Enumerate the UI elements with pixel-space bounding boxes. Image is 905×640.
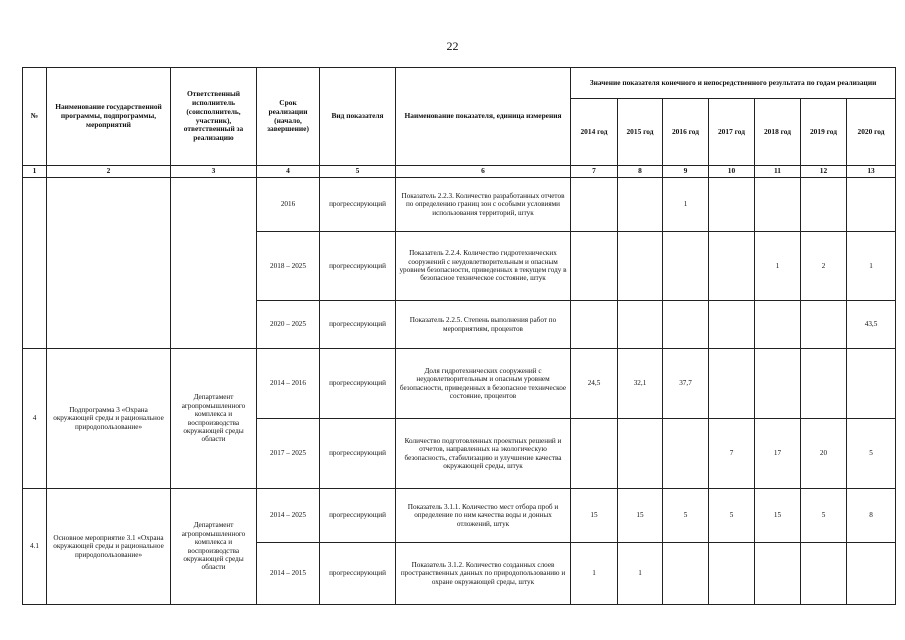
- header-indicator-name: Наименование показателя, единица измерения: [396, 68, 571, 166]
- header-year: 2017 год: [709, 99, 755, 166]
- indicator-name: Количество подготовленных проектных решений и отчетов, направленных на экологическую безопасность, стабилизацию и улучшение качества окружающей среды, штук: [396, 419, 571, 489]
- value-2020: [847, 349, 896, 419]
- term: 2014 – 2016: [257, 349, 320, 419]
- value-2018: [755, 349, 801, 419]
- program-name: [47, 178, 171, 349]
- indicator-name: Показатель 3.1.1. Количество мест отбора проб и определение по ним качества воды и донных отложений, штук: [396, 489, 571, 543]
- value-2020: 8: [847, 489, 896, 543]
- value-2019: [801, 178, 847, 232]
- row-number: 4.1: [23, 489, 47, 605]
- value-2017: [709, 349, 755, 419]
- header-executor: Ответственный исполнитель (соисполнитель, участник), ответственный за реализацию: [171, 68, 257, 166]
- value-2020: [847, 543, 896, 605]
- value-2018: [755, 543, 801, 605]
- header-year: 2016 год: [663, 99, 709, 166]
- row-number: [23, 178, 47, 349]
- program-name: Основное мероприятие 3.1 «Охрана окружающей среды и рациональное природопользование»: [47, 489, 171, 605]
- value-2018: 15: [755, 489, 801, 543]
- header-year: 2015 год: [618, 99, 663, 166]
- term: 2018 – 2025: [257, 232, 320, 301]
- value-2019: [801, 349, 847, 419]
- value-2015: 15: [618, 489, 663, 543]
- term: 2014 – 2025: [257, 489, 320, 543]
- value-2014: [571, 232, 618, 301]
- value-2016: 37,7: [663, 349, 709, 419]
- column-number: 7: [571, 166, 618, 178]
- value-2017: [709, 543, 755, 605]
- column-number: 9: [663, 166, 709, 178]
- column-number: 2: [47, 166, 171, 178]
- indicators-table: [22, 67, 896, 605]
- value-2015: 32,1: [618, 349, 663, 419]
- indicator-type: прогрессирующий: [320, 178, 396, 232]
- indicator-type: прогрессирующий: [320, 543, 396, 605]
- value-2019: 5: [801, 489, 847, 543]
- value-2020: 43,5: [847, 301, 896, 349]
- value-2019: [801, 301, 847, 349]
- executor: Департамент агропромышленного комплекса и воспроизводства окружающей среды области: [171, 489, 257, 605]
- row-number: 4: [23, 349, 47, 489]
- indicator-type: прогрессирующий: [320, 349, 396, 419]
- column-number: 3: [171, 166, 257, 178]
- value-2018: [755, 301, 801, 349]
- header-year: 2014 год: [571, 99, 618, 166]
- value-2017: [709, 178, 755, 232]
- indicator-type: прогрессирующий: [320, 489, 396, 543]
- value-2020: [847, 178, 896, 232]
- header-year: 2018 год: [755, 99, 801, 166]
- value-2014: [571, 419, 618, 489]
- term: 2017 – 2025: [257, 419, 320, 489]
- page-number: 22: [446, 39, 459, 53]
- value-2017: 5: [709, 489, 755, 543]
- value-2018: 1: [755, 232, 801, 301]
- table-row: [23, 178, 896, 232]
- executor: Департамент агропромышленного комплекса и воспроизводства окружающей среды области: [171, 349, 257, 489]
- value-2019: 20: [801, 419, 847, 489]
- indicator-name: Показатель 3.1.2. Количество созданных слоев пространственных данных по природопользованию и охране окружающей среды, штук: [396, 543, 571, 605]
- value-2015: [618, 301, 663, 349]
- value-2014: 24,5: [571, 349, 618, 419]
- column-number: 12: [801, 166, 847, 178]
- indicator-type: прогрессирующий: [320, 232, 396, 301]
- column-number: 10: [709, 166, 755, 178]
- table-row: [23, 489, 896, 543]
- header-year: 2019 год: [801, 99, 847, 166]
- indicator-name: Доля гидротехнических сооружений с неудовлетворительным и опасным уровнем безопасности, приведенных в безопасное техническое состояние, процентов: [396, 349, 571, 419]
- indicator-name: Показатель 2.2.4. Количество гидротехнических сооружений с неудовлетворительным и опасным уровнем безопасности, приведенных в текущем году в безопасное техническое состояние, штук: [396, 232, 571, 301]
- table-row: [23, 349, 896, 419]
- header-values-group: Значение показателя конечного и непосредственного результата по годам реализации: [571, 68, 896, 99]
- column-number: 1: [23, 166, 47, 178]
- indicator-name: Показатель 2.2.5. Степень выполнения работ по мероприятиям, процентов: [396, 301, 571, 349]
- term: 2014 – 2015: [257, 543, 320, 605]
- value-2019: [801, 543, 847, 605]
- value-2020: 5: [847, 419, 896, 489]
- indicator-name: Показатель 2.2.3. Количество разработанных отчетов по определению границ зон с особыми условиями использования территорий, штук: [396, 178, 571, 232]
- value-2014: 15: [571, 489, 618, 543]
- value-2015: [618, 232, 663, 301]
- indicator-type: прогрессирующий: [320, 419, 396, 489]
- value-2018: 17: [755, 419, 801, 489]
- header-year: 2020 год: [847, 99, 896, 166]
- term: 2020 – 2025: [257, 301, 320, 349]
- header-program-name: Наименование государственной программы, подпрограммы, мероприятий: [47, 68, 171, 166]
- executor: [171, 178, 257, 349]
- header-no: №: [23, 68, 47, 166]
- header-term: Срок реализации (начало, завершение): [257, 68, 320, 166]
- column-number: 4: [257, 166, 320, 178]
- value-2015: 1: [618, 543, 663, 605]
- column-number: 6: [396, 166, 571, 178]
- column-number: 11: [755, 166, 801, 178]
- program-name: Подпрограмма 3 «Охрана окружающей среды и рациональное природопользование»: [47, 349, 171, 489]
- value-2016: [663, 419, 709, 489]
- value-2017: 7: [709, 419, 755, 489]
- value-2016: [663, 232, 709, 301]
- column-number: 5: [320, 166, 396, 178]
- column-number: 8: [618, 166, 663, 178]
- value-2018: [755, 178, 801, 232]
- value-2016: [663, 301, 709, 349]
- value-2014: 1: [571, 543, 618, 605]
- value-2015: [618, 178, 663, 232]
- header-indicator-type: Вид показателя: [320, 68, 396, 166]
- column-number: 13: [847, 166, 896, 178]
- value-2016: 1: [663, 178, 709, 232]
- indicator-type: прогрессирующий: [320, 301, 396, 349]
- value-2019: 2: [801, 232, 847, 301]
- value-2014: [571, 178, 618, 232]
- value-2020: 1: [847, 232, 896, 301]
- value-2016: [663, 543, 709, 605]
- value-2016: 5: [663, 489, 709, 543]
- value-2017: [709, 301, 755, 349]
- value-2015: [618, 419, 663, 489]
- value-2014: [571, 301, 618, 349]
- term: 2016: [257, 178, 320, 232]
- value-2017: [709, 232, 755, 301]
